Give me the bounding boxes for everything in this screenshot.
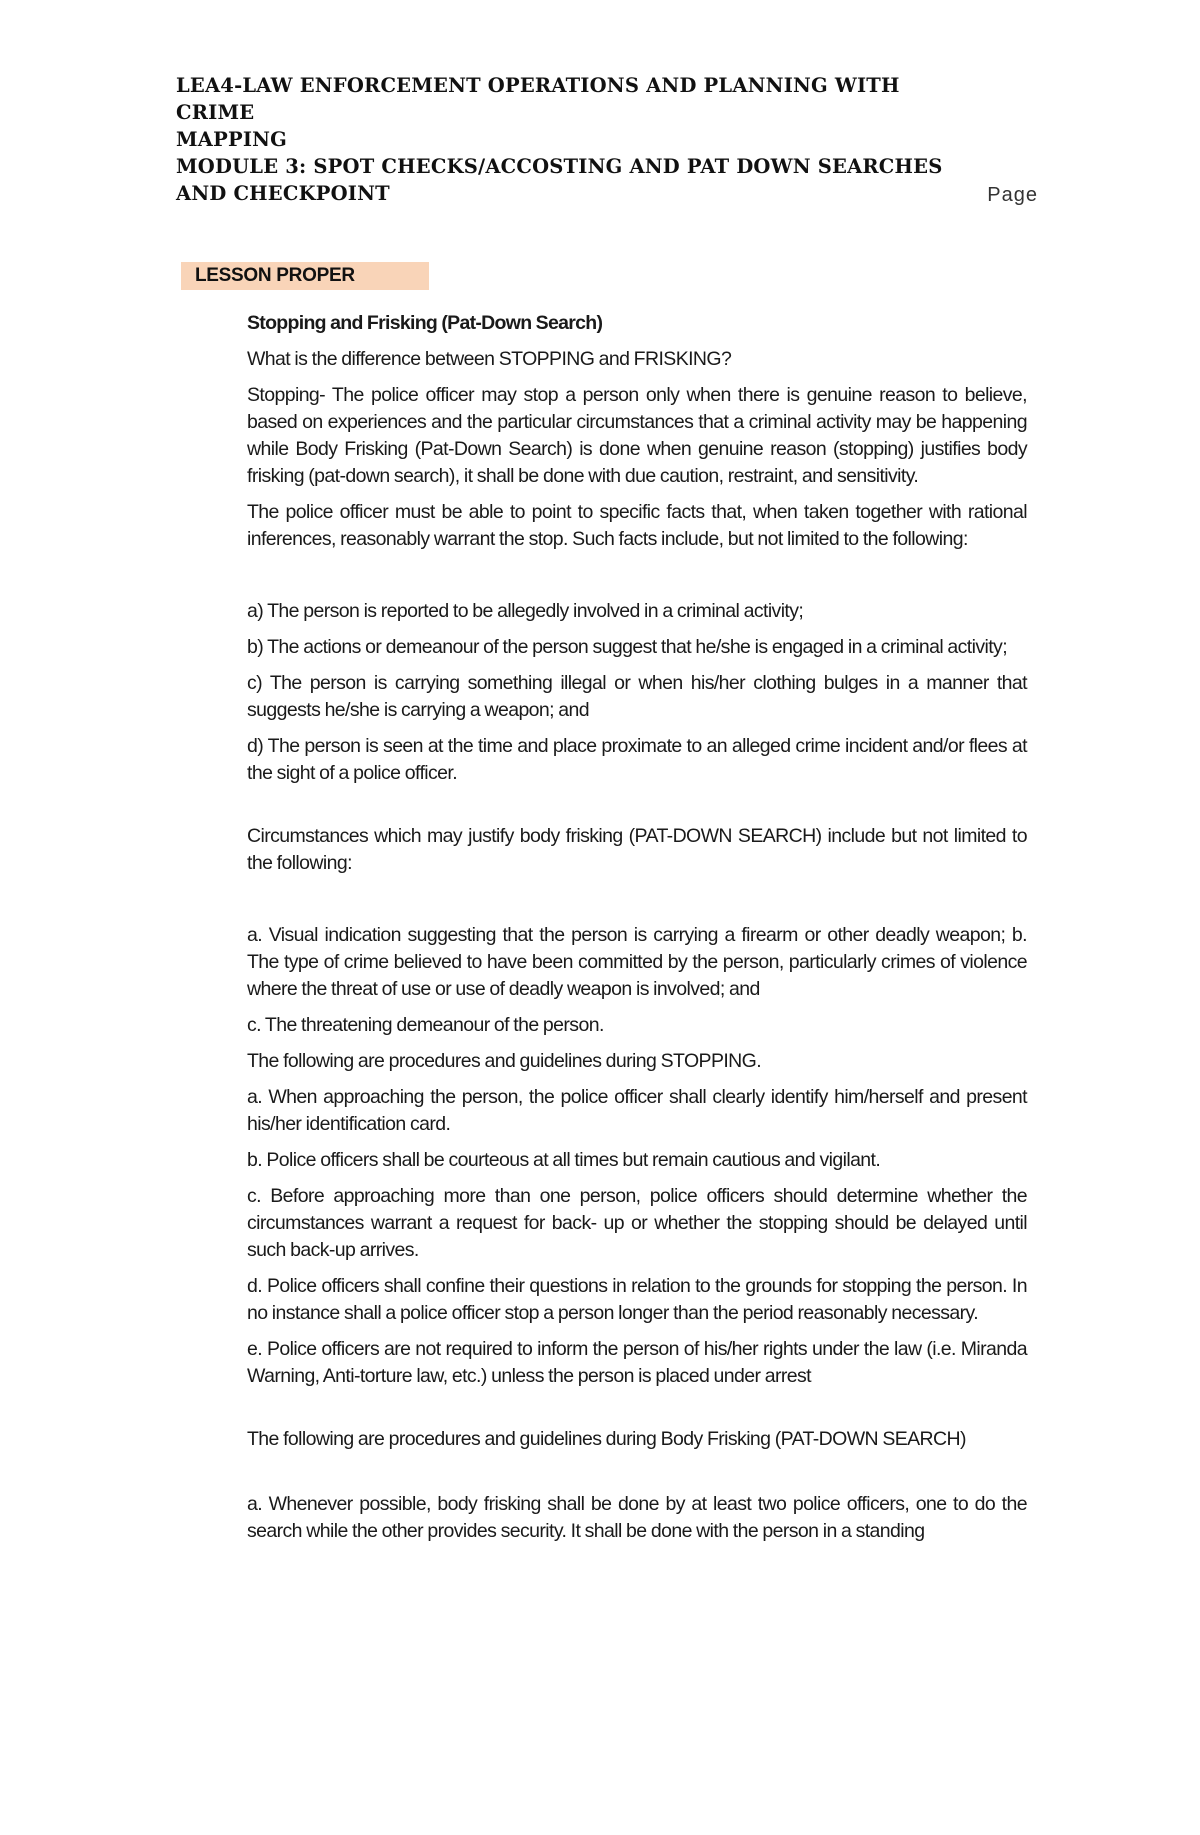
frisking-procedure-item: a. Whenever possible, body frisking shall be done by at least two police officers, one to do the search while the other provides security. It shall be done with the person in a standing: [247, 1493, 1027, 1542]
stopping-definition-paragraph: Stopping- The police officer may stop a person only when there is genuine reason to believe, based on experiences and the particular circumstances that a criminal activity may be happening while Body Frisking (Pat-Down Search) is done when genuine reason (stopping) justifies body frisking (pat-down search), it shall be done with due caution, restraint, and sensitivity.: [247, 384, 1027, 487]
module-header: [176, 72, 976, 207]
fact-item: d) The person is seen at the time and place proximate to an alleged crime incident and/or flees at the sight of a police officer.: [247, 735, 1027, 784]
stopping-procedure-item: d. Police officers shall confine their questions in relation to the grounds for stopping the person. In no instance shall a police officer stop a person longer than the period reasonably necessary.: [247, 1275, 1027, 1324]
page-label: Page: [987, 184, 1038, 206]
fact-item: a) The person is reported to be allegedly involved in a criminal activity;: [247, 600, 804, 622]
frisking-procedures-intro: The following are procedures and guidelines during Body Frisking (PAT-DOWN SEARCH): [247, 1428, 966, 1450]
lesson-proper-badge: LESSON PROPER: [181, 262, 429, 290]
course-title-line-1: LEA4-LAW ENFORCEMENT OPERATIONS AND PLANNING WITH CRIME: [176, 74, 900, 124]
module-title-line-2: AND CHECKPOINT: [176, 182, 390, 205]
module-title-line-1: MODULE 3: SPOT CHECKS/ACCOSTING AND PAT DOWN SEARCHES: [176, 155, 943, 178]
course-title-line-2: MAPPING: [176, 128, 288, 151]
stopping-procedure-item: b. Police officers shall be courteous at all times but remain cautious and vigilant.: [247, 1149, 881, 1171]
stopping-procedure-item: c. Before approaching more than one person, police officers should determine whether the circumstances warrant a request for back- up or whether the stopping should be delayed until such back-up arrives.: [247, 1185, 1027, 1261]
question-paragraph: What is the difference between STOPPING and FRISKING?: [247, 348, 732, 370]
stopping-procedure-item: a. When approaching the person, the police officer shall clearly identify him/herself and present his/her identification card.: [247, 1086, 1027, 1135]
stopping-procedures-intro: The following are procedures and guidelines during STOPPING.: [247, 1050, 762, 1072]
circumstances-intro-paragraph: Circumstances which may justify body frisking (PAT-DOWN SEARCH) include but not limited to the following:: [247, 825, 1027, 874]
specific-facts-paragraph: The police officer must be able to point to specific facts that, when taken together with rational inferences, reasonably warrant the stop. Such facts include, but not limited to the following:: [247, 501, 1027, 550]
circumstance-item: c. The threatening demeanour of the person.: [247, 1014, 604, 1036]
fact-item: c) The person is carrying something illegal or when his/her clothing bulges in a manner that suggests he/she is carrying a weapon; and: [247, 672, 1027, 721]
circumstance-item: a. Visual indication suggesting that the person is carrying a firearm or other deadly weapon; b. The type of crime believed to have been committed by the person, particularly crimes of violence where the threat of use or use of deadly weapon is involved; and: [247, 924, 1027, 1000]
lesson-content: [247, 310, 1027, 1545]
stopping-procedure-item: e. Police officers are not required to inform the person of his/her rights under the law (i.e. Miranda Warning, Anti-torture law, etc.) unless the person is placed under arrest: [247, 1338, 1027, 1387]
fact-item: b) The actions or demeanour of the person suggest that he/she is engaged in a criminal activity;: [247, 636, 1008, 658]
section-subheading: Stopping and Frisking (Pat-Down Search): [247, 312, 603, 334]
